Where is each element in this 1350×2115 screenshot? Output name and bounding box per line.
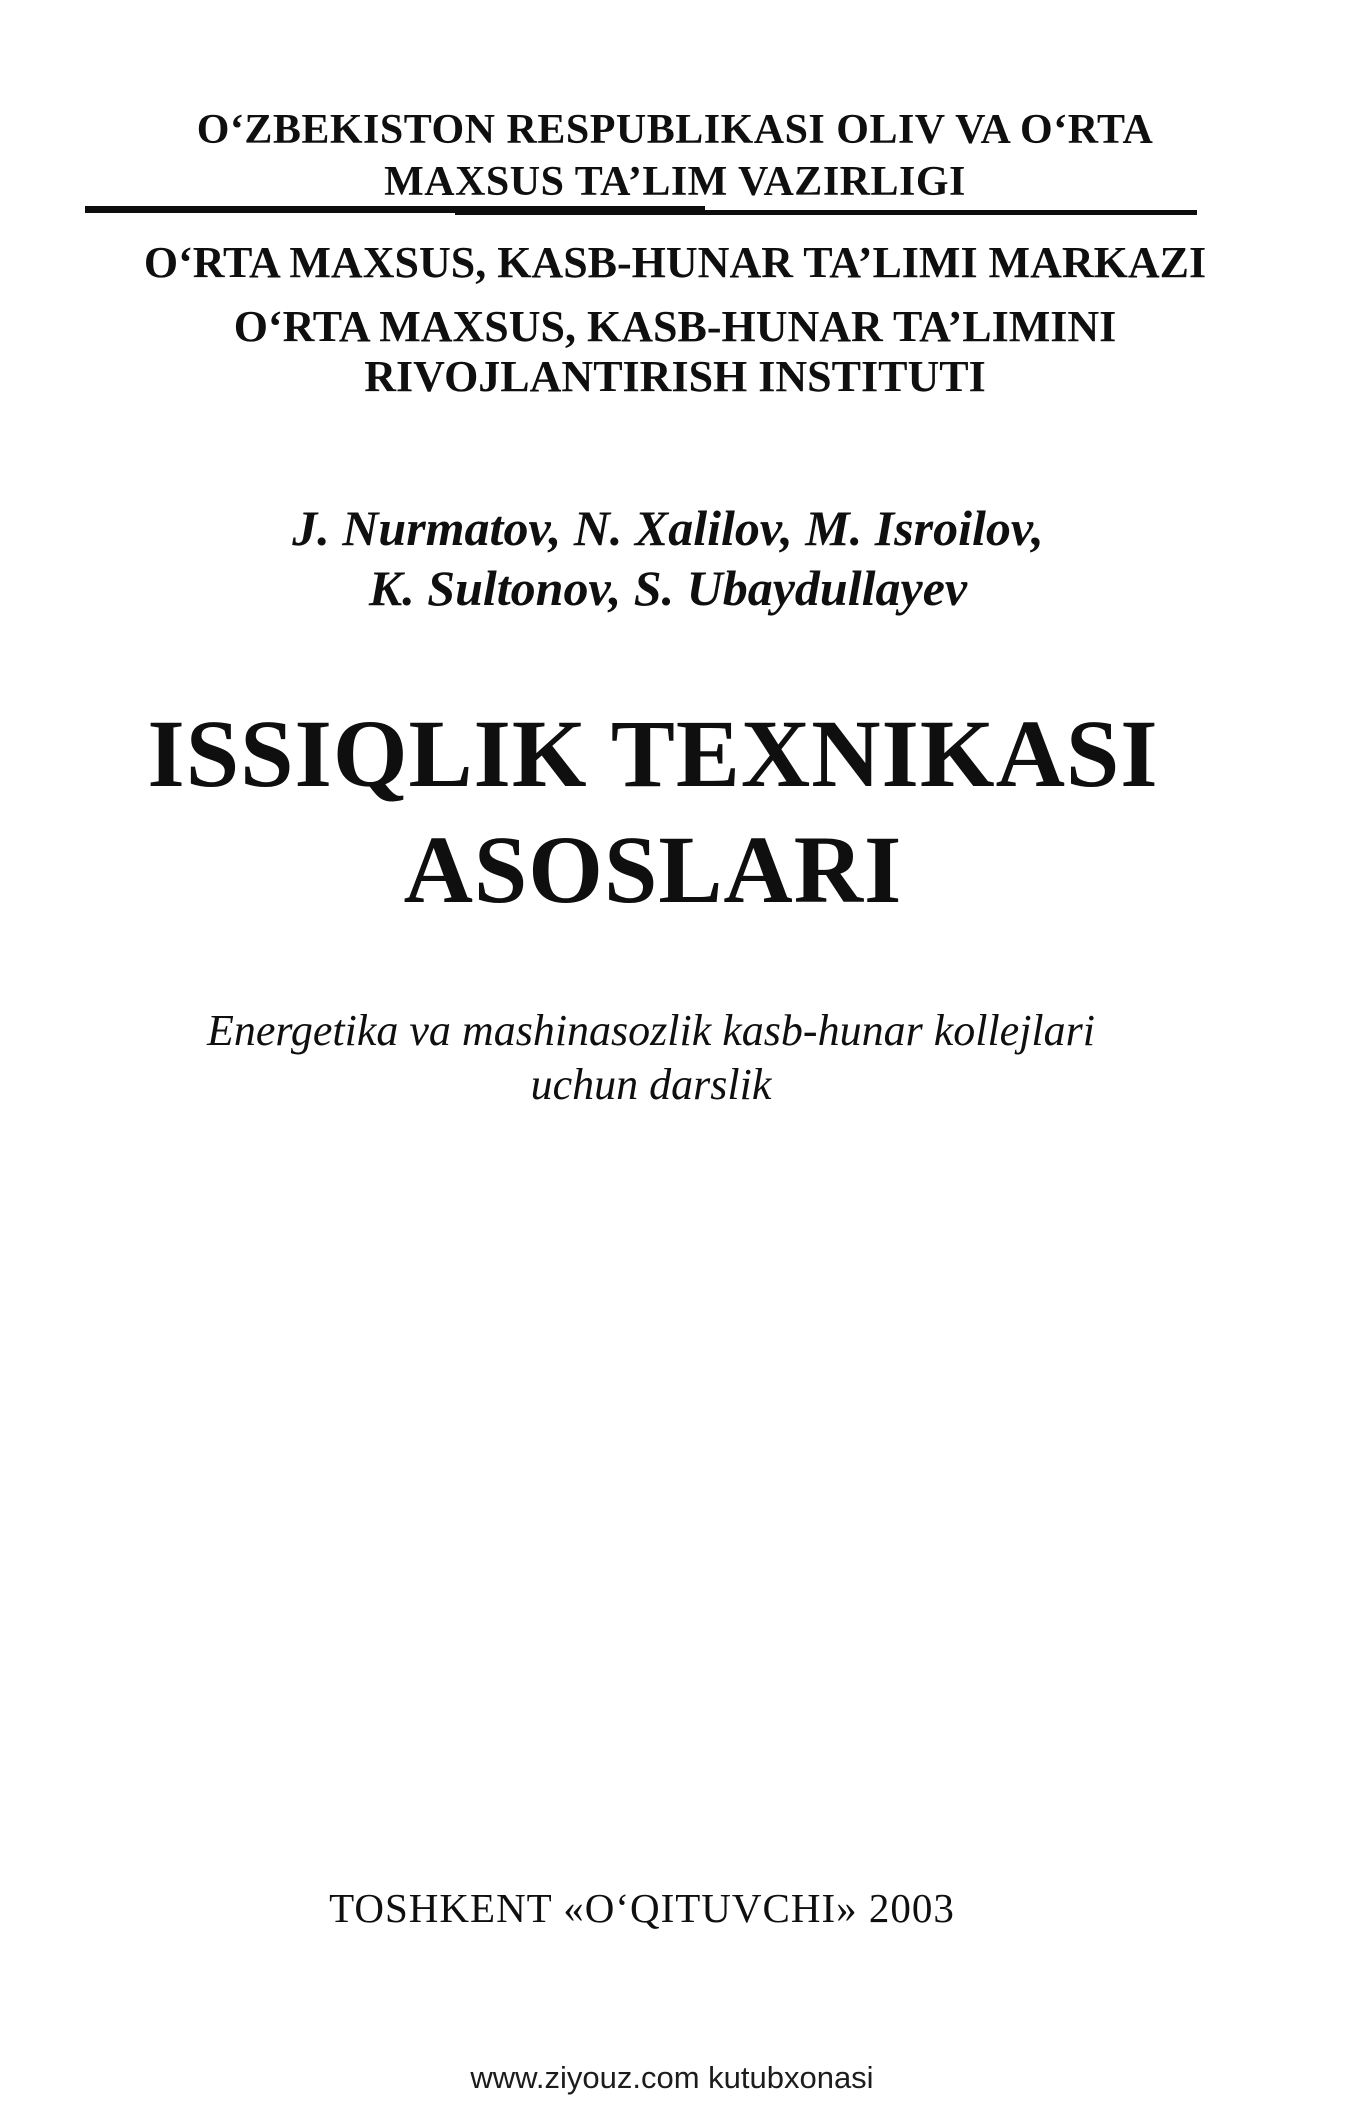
authors-line-1: J. Nurmatov, N. Xalilov, M. Isroilov, <box>292 500 1044 556</box>
horizontal-rule-segment-2 <box>455 210 1197 215</box>
ministry-heading <box>5 104 1345 208</box>
institute-heading <box>0 302 1350 402</box>
watermark-footer: www.ziyouz.com kutubxonasi <box>470 2060 874 2095</box>
institute-line-2: RIVOJLANTIRISH INSTITUTI <box>364 352 986 401</box>
ministry-line-2: MAXSUS TA’LIM VAZIRLIGI <box>384 159 966 205</box>
book-subtitle <box>0 1004 1302 1112</box>
book-title-line-2: ASOSLARI <box>403 816 903 923</box>
book-title-line-1: ISSIQLIK TEXNIKASI <box>147 700 1159 807</box>
institute-line-1: O‘RTA MAXSUS, KASB-HUNAR TA’LIMINI <box>233 302 1117 351</box>
publisher-imprint: TOSHKENT «O‘QITUVCHI» 2003 <box>329 1885 955 1931</box>
subtitle-line-2: uchun darslik <box>530 1060 772 1109</box>
markaz-line: O‘RTA MAXSUS, KASB-HUNAR TA’LIMI MARKAZI <box>143 238 1207 287</box>
authors-block <box>0 498 1336 618</box>
ministry-line-1: O‘ZBEKISTON RESPUBLIKASI OLIV VA O‘RTA <box>196 107 1154 153</box>
markaz-heading <box>0 238 1350 288</box>
subtitle-line-1: Energetika va mashinasozlik kasb-hunar kollejlari <box>206 1006 1095 1055</box>
book-title <box>0 696 1306 928</box>
authors-line-2: K. Sultonov, S. Ubaydullayev <box>368 560 968 616</box>
